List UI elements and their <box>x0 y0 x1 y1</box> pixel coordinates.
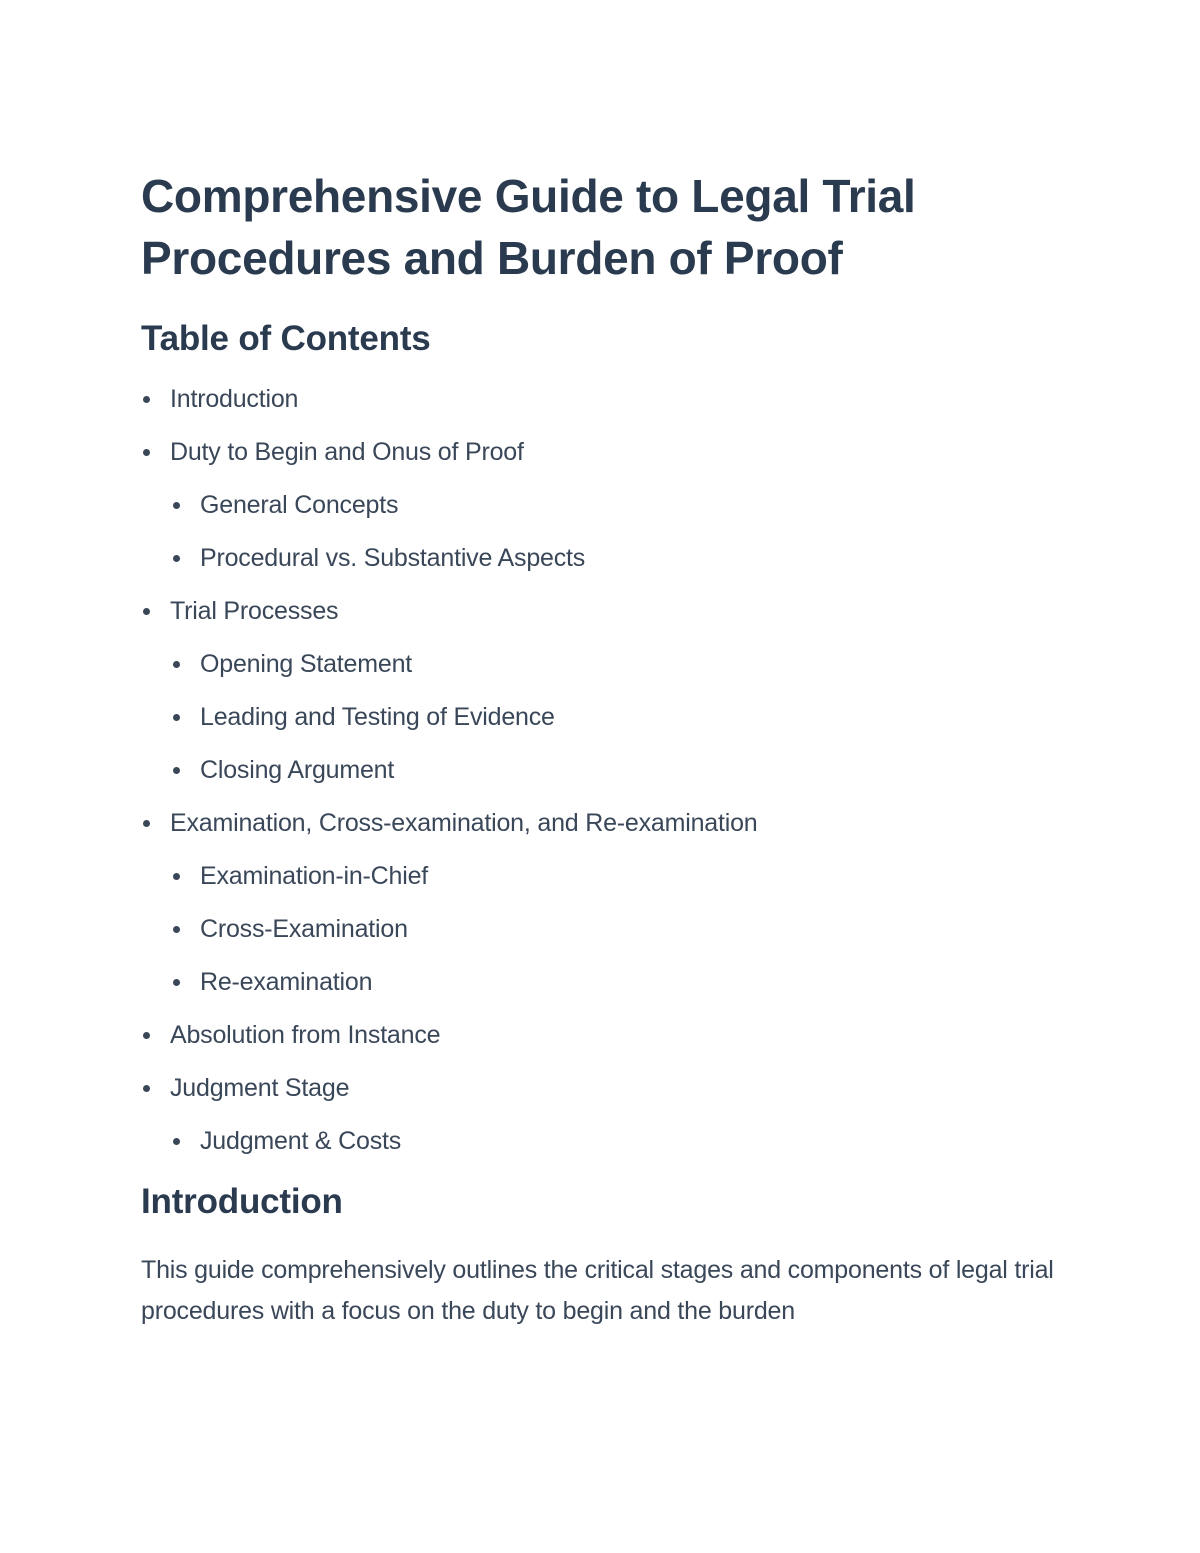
toc-item-label: Judgment Stage <box>170 1074 350 1102</box>
toc-item-label: Procedural vs. Substantive Aspects <box>200 544 586 572</box>
document-title: Comprehensive Guide to Legal Trial Procedures and Burden of Proof <box>141 170 916 284</box>
bullet-icon <box>173 502 180 509</box>
toc-item-label: Trial Processes <box>170 597 339 625</box>
toc-item-label: Cross-Examination <box>200 915 408 943</box>
bullet-icon <box>173 555 180 562</box>
toc-item[interactable] <box>141 1021 1061 1049</box>
toc-item-label: Judgment & Costs <box>200 1127 402 1155</box>
toc-item-label: Examination-in-Chief <box>200 862 429 890</box>
toc-item[interactable] <box>141 809 1061 837</box>
toc-item-label: Duty to Begin and Onus of Proof <box>170 438 524 466</box>
toc-subitem[interactable] <box>141 915 1061 943</box>
toc-item-label: General Concepts <box>200 491 399 519</box>
bullet-icon <box>173 661 180 668</box>
bullet-icon <box>143 1085 150 1092</box>
toc-item-label: Introduction <box>170 385 299 413</box>
toc-subitem[interactable] <box>141 756 1061 784</box>
toc-subitem[interactable] <box>141 968 1061 996</box>
bullet-icon <box>143 449 150 456</box>
bullet-icon <box>173 926 180 933</box>
toc-item-label: Re-examination <box>200 968 373 996</box>
bullet-icon <box>143 608 150 615</box>
toc-subitem[interactable] <box>141 650 1061 678</box>
toc-item[interactable] <box>141 438 1061 466</box>
toc-item-label: Closing Argument <box>200 756 395 784</box>
toc-subitem[interactable] <box>141 544 1061 572</box>
toc-item-label: Examination, Cross-examination, and Re-examination <box>170 809 758 837</box>
bullet-icon <box>173 873 180 880</box>
toc-item-label: Absolution from Instance <box>170 1021 441 1049</box>
toc-subitem[interactable] <box>141 862 1061 890</box>
toc-item[interactable] <box>141 385 1061 413</box>
document-page <box>141 165 1061 1332</box>
bullet-icon <box>173 1138 180 1145</box>
bullet-icon <box>173 979 180 986</box>
bullet-icon <box>173 714 180 721</box>
bullet-icon <box>143 1032 150 1039</box>
table-of-contents <box>141 385 1061 1155</box>
toc-subitem[interactable] <box>141 491 1061 519</box>
bullet-icon <box>143 396 150 403</box>
toc-subitem[interactable] <box>141 1127 1061 1155</box>
toc-heading: Table of Contents <box>141 319 431 358</box>
bullet-icon <box>143 820 150 827</box>
toc-item[interactable] <box>141 597 1061 625</box>
toc-item[interactable] <box>141 1074 1061 1102</box>
toc-item-label: Leading and Testing of Evidence <box>200 703 555 731</box>
bullet-icon <box>173 767 180 774</box>
introduction-paragraph: This guide comprehensively outlines the critical stages and components of legal trial procedures with a focus on the duty to begin and the burden <box>141 1256 1054 1325</box>
toc-subitem[interactable] <box>141 703 1061 731</box>
introduction-heading: Introduction <box>141 1182 343 1221</box>
toc-item-label: Opening Statement <box>200 650 413 678</box>
